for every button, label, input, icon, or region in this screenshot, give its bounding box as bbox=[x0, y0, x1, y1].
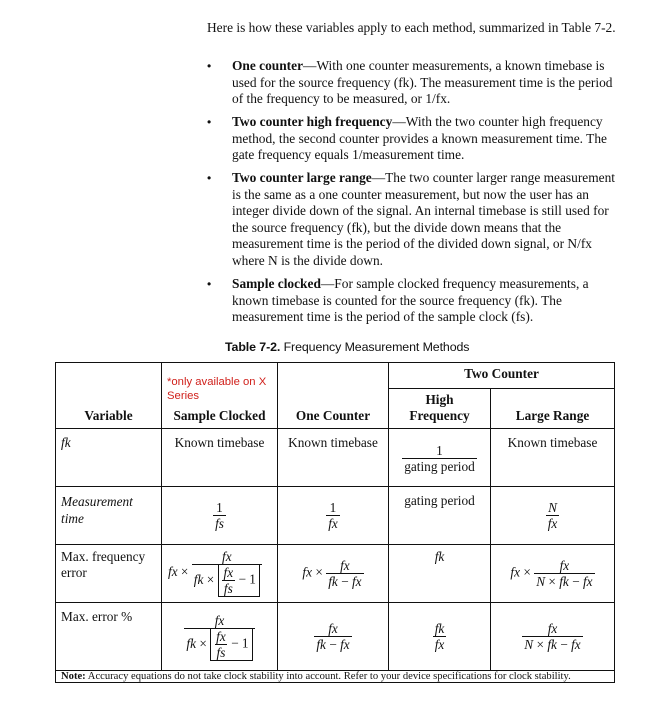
header-sample-clocked: *only available on X Series Sample Clocked bbox=[162, 363, 278, 429]
cell-maxfe-sample: fx × fx fk × $\frac{fx}{fs}$ − 1 bbox=[162, 545, 278, 603]
cell-maxep-one: $\frac{fx}{fk - fx}$ bbox=[278, 603, 389, 671]
bullet-icon: • bbox=[207, 277, 212, 291]
list-item bbox=[207, 58, 625, 108]
table-note: Note: Accuracy equations do not take clock stability into account. Refer to your device specifications for clock stability. bbox=[56, 671, 615, 683]
cell-maxfe-high: fk bbox=[389, 545, 491, 603]
cell-mtime-large: $\frac{N}{fx}$ bbox=[491, 487, 615, 545]
table-caption bbox=[225, 340, 469, 354]
cell-mtime-high: gating period bbox=[389, 487, 491, 545]
bullet-title: One counter bbox=[232, 58, 304, 73]
list-item bbox=[207, 170, 625, 270]
bullet-title: Two counter large range bbox=[232, 170, 372, 185]
bullet-text: —With one counter measurements, a known timebase is used for the source frequency (fk). The measurement time is the period of the frequency to be measured, or 1/fx. bbox=[232, 58, 613, 107]
cell-maxep-sample: fx fk × $\frac{fx}{fs}$ − 1 bbox=[162, 603, 278, 671]
header-large-range: Large Range bbox=[491, 389, 615, 429]
caption-number: Table 7-2. bbox=[225, 340, 281, 354]
cell-maxfe-one: fx × $\frac{fx}{fk - fx}$ bbox=[278, 545, 389, 603]
availability-note: *only available on X Series bbox=[167, 376, 267, 402]
caption-title: Frequency Measurement Methods bbox=[283, 340, 470, 354]
cell-fk-sample: Known timebase bbox=[162, 429, 278, 487]
bullet-text: —For sample clocked frequency measurements, a known timebase is counted for the source frequency (fk). The measurement time is the period of the sample clock (fs). bbox=[232, 276, 589, 325]
cell-fk-one: Known timebase bbox=[278, 429, 389, 487]
frequency-methods-table bbox=[55, 362, 615, 683]
bullet-icon: • bbox=[207, 115, 212, 129]
bullet-text: —With the two counter high frequency method, the second counter provides a known measurement time. The gate frequency equals 1/measurement time. bbox=[232, 114, 607, 163]
cell-fk-large: Known timebase bbox=[491, 429, 615, 487]
bullet-title: Sample clocked bbox=[232, 276, 321, 291]
bullet-text: —The two counter larger range measurement is the same as a one counter measurement, but now the user has an integer divide down of the signal. An internal timebase is still used for the source frequency (fk), but the divide down means that the measurement time is the period of the divided down signal, or N/fx where N is the divide down. bbox=[232, 170, 616, 268]
header-variable: Variable bbox=[56, 363, 162, 429]
header-high-frequency: High Frequency bbox=[389, 389, 491, 429]
row-label-fk: fk bbox=[56, 429, 162, 487]
header-two-counter: Two Counter bbox=[389, 363, 615, 389]
cell-mtime-one: $\frac{1}{fx}$ bbox=[278, 487, 389, 545]
cell-maxep-high: $\frac{fk}{fx}$ bbox=[389, 603, 491, 671]
header-one-counter: One Counter bbox=[278, 363, 389, 429]
cell-maxep-large: $\frac{fx}{N \times fk - fx}$ bbox=[491, 603, 615, 671]
method-list bbox=[207, 58, 625, 332]
bullet-title: Two counter high frequency bbox=[232, 114, 393, 129]
cell-fk-high: $\frac{1}{\text{gating period}}$ bbox=[389, 429, 491, 487]
bullet-icon: • bbox=[207, 59, 212, 73]
intro-lead: Here is how these variables apply to each method, summarized in Table 7-2. bbox=[207, 20, 616, 35]
row-label-max-error-percent: Max. error % bbox=[56, 603, 162, 671]
row-label-measurement-time: Measurement time bbox=[56, 487, 162, 545]
row-label-max-frequency-error: Max. frequency error bbox=[56, 545, 162, 603]
bullet-icon: • bbox=[207, 171, 212, 185]
list-item bbox=[207, 114, 625, 164]
intro-paragraph bbox=[207, 20, 627, 40]
cell-maxfe-large: fx × $\frac{fx}{N \times fk - fx}$ bbox=[491, 545, 615, 603]
list-item bbox=[207, 276, 625, 326]
cell-mtime-sample: $\frac{1}{fs}$ bbox=[162, 487, 278, 545]
